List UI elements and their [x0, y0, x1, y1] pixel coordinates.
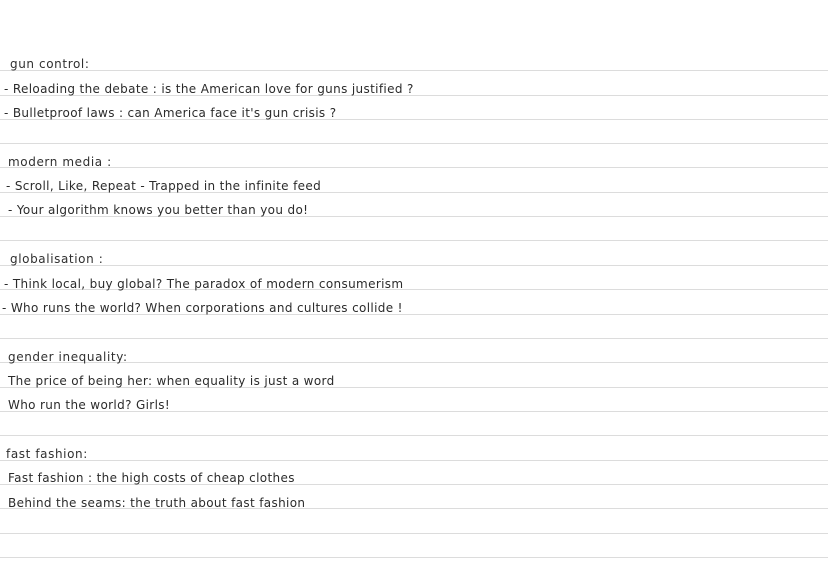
ruled-line	[0, 435, 828, 436]
note-item: Behind the seams: the truth about fast fashion	[8, 496, 306, 510]
note-item: The price of being her: when equality is just a word	[8, 374, 335, 388]
note-item: - Your algorithm knows you better than you do!	[8, 203, 309, 217]
section-heading-gender-inequality: gender inequality:	[8, 350, 128, 364]
ruled-line	[0, 460, 828, 461]
ruled-line	[0, 338, 828, 339]
note-item: - Think local, buy global? The paradox of modern consumerism	[4, 277, 404, 291]
note-item: - Reloading the debate : is the American love for guns justified ?	[4, 82, 414, 96]
ruled-line	[0, 533, 828, 534]
ruled-line	[0, 240, 828, 241]
note-item: - Bulletproof laws : can America face it's gun crisis ?	[4, 106, 337, 120]
section-heading-gun-control: gun control:	[10, 57, 90, 71]
note-item: - Who runs the world? When corporations and cultures collide !	[2, 301, 403, 315]
note-item: Fast fashion : the high costs of cheap clothes	[8, 471, 295, 485]
section-heading-globalisation: globalisation :	[10, 252, 104, 266]
ruled-line	[0, 265, 828, 266]
section-heading-fast-fashion: fast fashion:	[6, 447, 88, 461]
ruled-line	[0, 557, 828, 558]
ruled-line	[0, 143, 828, 144]
ruled-line	[0, 70, 828, 71]
note-item: Who run the world? Girls!	[8, 398, 171, 412]
section-heading-modern-media: modern media :	[8, 155, 112, 169]
ruled-line	[0, 167, 828, 168]
note-item: - Scroll, Like, Repeat - Trapped in the infinite feed	[6, 179, 322, 193]
